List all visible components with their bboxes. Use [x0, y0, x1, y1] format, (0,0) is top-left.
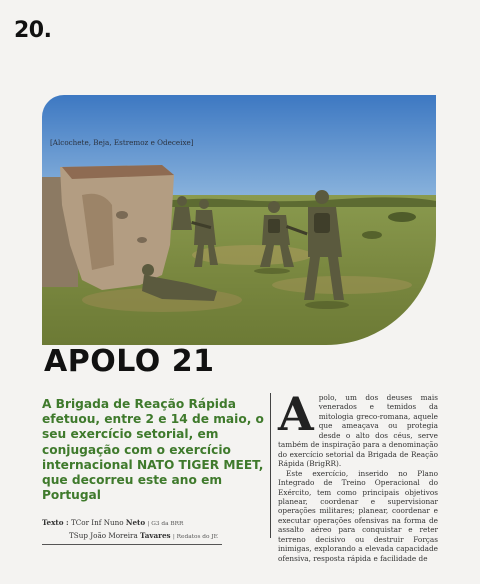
credits-label: Texto :: [42, 518, 69, 527]
page-number: 20.: [14, 18, 52, 43]
paragraph-1-text: polo, um dos deuses mais venerados e temidos da mitologia greco-romana, aquele que ameaçava ou protegia desde o alto dos céus, serve também de inspiração para a denominação do exercício setorial da Brigada de Reação Rápida (BrigRR).: [278, 393, 438, 469]
soldiers-photo-illustration: [42, 95, 436, 345]
author2-unit: | Redatos do JE: [172, 534, 218, 540]
author2-name: Tavares: [140, 531, 171, 540]
photo-caption: [Alcochete, Beja, Estremoz e Odeceixe]: [50, 138, 194, 147]
author1-name: Neto: [125, 518, 146, 527]
body-paragraph-1: [278, 387, 438, 469]
column-divider: [270, 393, 271, 538]
article-title: APOLO 21: [44, 344, 215, 379]
article-lead: A Brigada de Reação Rápida efetuou, entre 2 e 14 de maio, o seu exercício setorial, em conjugação com o exercício internacional NATO TIGER MEET, que decorreu este ano em Portugal: [42, 397, 264, 503]
article-body: [278, 387, 438, 563]
author1-rank: TCor Inf Nuno: [70, 518, 124, 527]
author1-unit: | G3 da BRR: [147, 521, 184, 527]
article-credits: [42, 517, 222, 545]
dropcap: A: [278, 387, 314, 441]
article-photo: [42, 95, 436, 345]
author2-rank: TSup João Moreira: [69, 531, 138, 540]
body-paragraph-2: Este exercício, inserido no Plano Integrado de Treino Operacional do Exército, tem como principais objetivos planear, coordenar e supervisionar operações militares; planear, coordenar e executar operações ofensivas na forma de assalto aéreo para conquistar e reter terreno decisivo ou destruir Forças inimigas, explorando a elevada capacidade ofensiva, resposta rápida e facilidade de: [278, 468, 438, 563]
